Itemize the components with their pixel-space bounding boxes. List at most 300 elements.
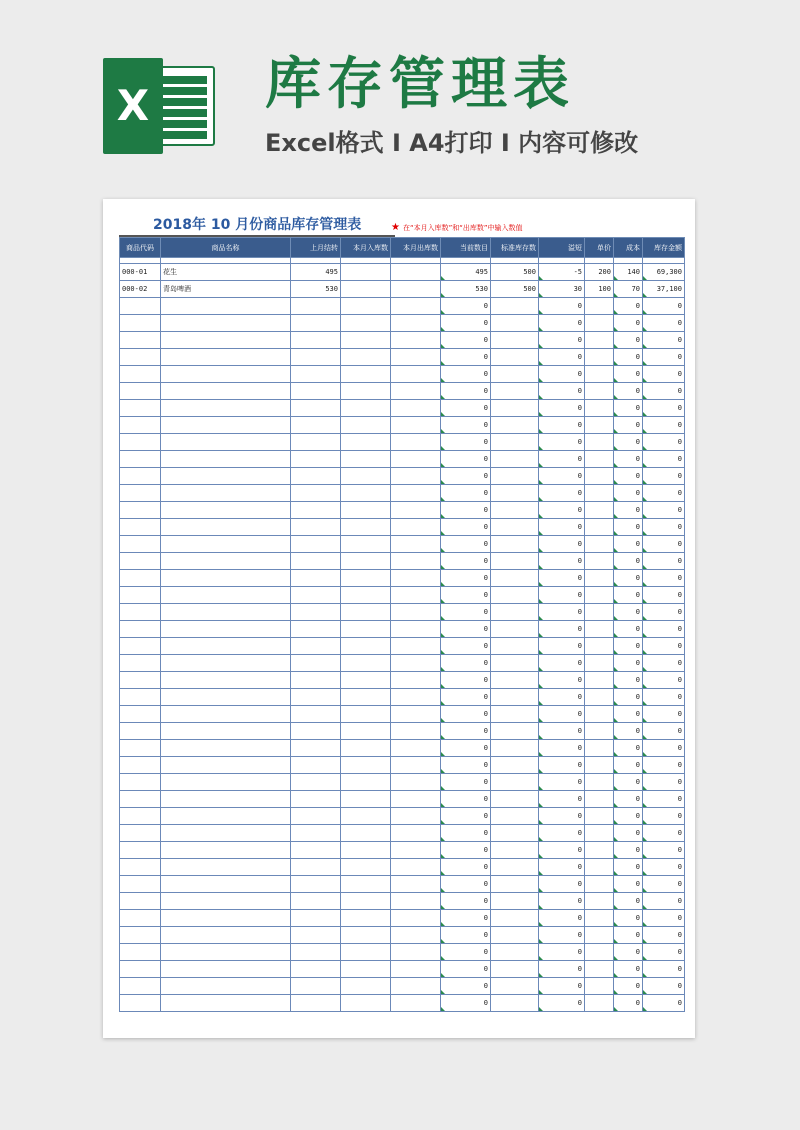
cell-price[interactable]: [585, 774, 614, 791]
cell-cost[interactable]: 0: [614, 672, 643, 689]
cell-cost[interactable]: 0: [614, 689, 643, 706]
cell-diff[interactable]: 0: [539, 910, 585, 927]
cell-cost[interactable]: 0: [614, 944, 643, 961]
cell-out[interactable]: [391, 672, 441, 689]
cell-standard[interactable]: [491, 808, 539, 825]
cell-standard[interactable]: [491, 825, 539, 842]
cell-in[interactable]: [341, 485, 391, 502]
cell-amount[interactable]: 0: [643, 570, 685, 587]
cell-in[interactable]: [341, 825, 391, 842]
cell-out[interactable]: [391, 417, 441, 434]
cell-amount[interactable]: 0: [643, 672, 685, 689]
cell-in[interactable]: [341, 536, 391, 553]
cell-name[interactable]: [161, 961, 291, 978]
cell-name[interactable]: [161, 689, 291, 706]
cell-out[interactable]: [391, 791, 441, 808]
cell-out[interactable]: [391, 485, 441, 502]
cell-name[interactable]: [161, 298, 291, 315]
cell-code[interactable]: 000-01: [120, 264, 161, 281]
cell-standard[interactable]: [491, 502, 539, 519]
cell-in[interactable]: [341, 689, 391, 706]
cell-standard[interactable]: [491, 876, 539, 893]
cell-diff[interactable]: 0: [539, 723, 585, 740]
cell-price[interactable]: [585, 298, 614, 315]
cell-code[interactable]: [120, 859, 161, 876]
cell-amount[interactable]: 0: [643, 366, 685, 383]
cell-standard[interactable]: [491, 621, 539, 638]
cell-diff[interactable]: 0: [539, 706, 585, 723]
cell-out[interactable]: [391, 689, 441, 706]
cell-standard[interactable]: [491, 434, 539, 451]
cell-in[interactable]: [341, 791, 391, 808]
cell-name[interactable]: [161, 587, 291, 604]
cell-amount[interactable]: 0: [643, 927, 685, 944]
cell-standard[interactable]: [491, 468, 539, 485]
cell-cost[interactable]: 0: [614, 825, 643, 842]
cell-cost[interactable]: 0: [614, 502, 643, 519]
cell-name[interactable]: [161, 434, 291, 451]
cell-out[interactable]: [391, 315, 441, 332]
cell-code[interactable]: [120, 485, 161, 502]
cell-diff[interactable]: 0: [539, 961, 585, 978]
cell-cost[interactable]: 0: [614, 757, 643, 774]
cell-amount[interactable]: 69,300: [643, 264, 685, 281]
cell-code[interactable]: [120, 383, 161, 400]
cell-standard[interactable]: [491, 791, 539, 808]
cell-name[interactable]: [161, 876, 291, 893]
cell-prev[interactable]: [291, 961, 341, 978]
cell-amount[interactable]: 0: [643, 842, 685, 859]
cell-name[interactable]: [161, 638, 291, 655]
cell-prev[interactable]: [291, 927, 341, 944]
cell-name[interactable]: [161, 859, 291, 876]
cell-in[interactable]: [341, 587, 391, 604]
cell-name[interactable]: [161, 485, 291, 502]
cell-diff[interactable]: 0: [539, 434, 585, 451]
cell-current[interactable]: 0: [441, 434, 491, 451]
cell-name[interactable]: [161, 791, 291, 808]
cell-standard[interactable]: [491, 332, 539, 349]
cell-in[interactable]: [341, 774, 391, 791]
cell-out[interactable]: [391, 281, 441, 298]
cell-amount[interactable]: 0: [643, 978, 685, 995]
cell-amount[interactable]: 0: [643, 434, 685, 451]
cell-current[interactable]: 0: [441, 689, 491, 706]
cell-prev[interactable]: [291, 417, 341, 434]
cell-name[interactable]: [161, 332, 291, 349]
cell-code[interactable]: [120, 757, 161, 774]
cell-cost[interactable]: 0: [614, 740, 643, 757]
cell-out[interactable]: [391, 383, 441, 400]
cell-code[interactable]: [120, 655, 161, 672]
cell-price[interactable]: [585, 910, 614, 927]
cell-prev[interactable]: [291, 400, 341, 417]
cell-code[interactable]: [120, 774, 161, 791]
cell-price[interactable]: [585, 706, 614, 723]
cell-name[interactable]: 青岛啤酒: [161, 281, 291, 298]
cell-diff[interactable]: 0: [539, 417, 585, 434]
cell-cost[interactable]: 0: [614, 995, 643, 1012]
cell-in[interactable]: [341, 757, 391, 774]
cell-current[interactable]: 0: [441, 366, 491, 383]
cell-in[interactable]: [341, 332, 391, 349]
cell-diff[interactable]: 0: [539, 808, 585, 825]
cell-code[interactable]: [120, 672, 161, 689]
cell-code[interactable]: [120, 689, 161, 706]
cell-out[interactable]: [391, 774, 441, 791]
cell-current[interactable]: 0: [441, 927, 491, 944]
cell-current[interactable]: 0: [441, 621, 491, 638]
cell-name[interactable]: [161, 468, 291, 485]
cell-standard[interactable]: [491, 315, 539, 332]
cell-in[interactable]: [341, 621, 391, 638]
cell-cost[interactable]: 0: [614, 876, 643, 893]
cell-out[interactable]: [391, 400, 441, 417]
cell-cost[interactable]: 0: [614, 621, 643, 638]
cell-code[interactable]: [120, 927, 161, 944]
cell-amount[interactable]: 0: [643, 315, 685, 332]
cell-prev[interactable]: [291, 859, 341, 876]
cell-prev[interactable]: [291, 995, 341, 1012]
cell-prev[interactable]: [291, 706, 341, 723]
cell-amount[interactable]: 0: [643, 553, 685, 570]
cell-prev[interactable]: [291, 536, 341, 553]
cell-current[interactable]: 0: [441, 995, 491, 1012]
cell-amount[interactable]: 0: [643, 774, 685, 791]
cell-amount[interactable]: 0: [643, 417, 685, 434]
cell-standard[interactable]: [491, 689, 539, 706]
cell-diff[interactable]: 0: [539, 757, 585, 774]
cell-standard[interactable]: [491, 740, 539, 757]
cell-current[interactable]: 0: [441, 723, 491, 740]
cell-out[interactable]: [391, 366, 441, 383]
cell-price[interactable]: [585, 536, 614, 553]
cell-standard[interactable]: [491, 349, 539, 366]
cell-standard[interactable]: [491, 587, 539, 604]
cell-diff[interactable]: 0: [539, 366, 585, 383]
cell-price[interactable]: [585, 451, 614, 468]
cell-price[interactable]: [585, 740, 614, 757]
cell-amount[interactable]: 0: [643, 689, 685, 706]
cell-diff[interactable]: 0: [539, 298, 585, 315]
cell-standard[interactable]: [491, 383, 539, 400]
cell-diff[interactable]: 0: [539, 332, 585, 349]
cell-price[interactable]: 200: [585, 264, 614, 281]
cell-in[interactable]: [341, 842, 391, 859]
cell-diff[interactable]: 0: [539, 655, 585, 672]
cell-cost[interactable]: 0: [614, 383, 643, 400]
cell-diff[interactable]: 0: [539, 638, 585, 655]
cell-price[interactable]: [585, 468, 614, 485]
cell-code[interactable]: [120, 468, 161, 485]
cell-cost[interactable]: 0: [614, 808, 643, 825]
cell-in[interactable]: [341, 876, 391, 893]
cell-name[interactable]: [161, 808, 291, 825]
cell-amount[interactable]: 0: [643, 859, 685, 876]
cell-code[interactable]: [120, 434, 161, 451]
cell-prev[interactable]: [291, 519, 341, 536]
cell-price[interactable]: 100: [585, 281, 614, 298]
cell-prev[interactable]: [291, 893, 341, 910]
cell-in[interactable]: [341, 672, 391, 689]
cell-current[interactable]: 0: [441, 536, 491, 553]
cell-prev[interactable]: [291, 774, 341, 791]
cell-in[interactable]: [341, 468, 391, 485]
cell-amount[interactable]: 0: [643, 876, 685, 893]
cell-code[interactable]: [120, 978, 161, 995]
cell-code[interactable]: [120, 349, 161, 366]
cell-out[interactable]: [391, 723, 441, 740]
cell-current[interactable]: 0: [441, 910, 491, 927]
cell-prev[interactable]: [291, 740, 341, 757]
cell-in[interactable]: [341, 706, 391, 723]
cell-price[interactable]: [585, 944, 614, 961]
cell-current[interactable]: 0: [441, 757, 491, 774]
cell-standard[interactable]: [491, 757, 539, 774]
cell-in[interactable]: [341, 655, 391, 672]
cell-diff[interactable]: 0: [539, 468, 585, 485]
cell-diff[interactable]: 0: [539, 349, 585, 366]
cell-out[interactable]: [391, 536, 441, 553]
cell-prev[interactable]: [291, 315, 341, 332]
cell-code[interactable]: [120, 995, 161, 1012]
cell-price[interactable]: [585, 315, 614, 332]
cell-current[interactable]: 0: [441, 961, 491, 978]
cell-in[interactable]: [341, 366, 391, 383]
cell-standard[interactable]: [491, 570, 539, 587]
cell-name[interactable]: [161, 502, 291, 519]
cell-current[interactable]: 0: [441, 706, 491, 723]
cell-cost[interactable]: 0: [614, 570, 643, 587]
cell-price[interactable]: [585, 570, 614, 587]
cell-in[interactable]: [341, 570, 391, 587]
cell-cost[interactable]: 140: [614, 264, 643, 281]
cell-cost[interactable]: 0: [614, 842, 643, 859]
cell-standard[interactable]: [491, 519, 539, 536]
cell-out[interactable]: [391, 859, 441, 876]
cell-standard[interactable]: [491, 400, 539, 417]
cell-code[interactable]: [120, 825, 161, 842]
cell-cost[interactable]: 0: [614, 366, 643, 383]
cell-prev[interactable]: [291, 349, 341, 366]
cell-current[interactable]: 0: [441, 672, 491, 689]
cell-in[interactable]: [341, 723, 391, 740]
cell-cost[interactable]: 0: [614, 417, 643, 434]
cell-standard[interactable]: [491, 706, 539, 723]
cell-out[interactable]: [391, 587, 441, 604]
cell-name[interactable]: 花生: [161, 264, 291, 281]
cell-diff[interactable]: 0: [539, 859, 585, 876]
cell-prev[interactable]: [291, 553, 341, 570]
cell-price[interactable]: [585, 638, 614, 655]
cell-cost[interactable]: 0: [614, 604, 643, 621]
cell-name[interactable]: [161, 723, 291, 740]
cell-amount[interactable]: 0: [643, 502, 685, 519]
cell-diff[interactable]: 0: [539, 383, 585, 400]
cell-prev[interactable]: [291, 502, 341, 519]
cell-standard[interactable]: [491, 672, 539, 689]
cell-diff[interactable]: 0: [539, 604, 585, 621]
cell-code[interactable]: [120, 944, 161, 961]
cell-diff[interactable]: 0: [539, 587, 585, 604]
cell-standard[interactable]: [491, 604, 539, 621]
cell-diff[interactable]: 0: [539, 451, 585, 468]
cell-out[interactable]: [391, 451, 441, 468]
cell-code[interactable]: [120, 791, 161, 808]
cell-in[interactable]: [341, 604, 391, 621]
cell-name[interactable]: [161, 995, 291, 1012]
cell-price[interactable]: [585, 587, 614, 604]
cell-cost[interactable]: 0: [614, 468, 643, 485]
cell-current[interactable]: 0: [441, 740, 491, 757]
cell-name[interactable]: [161, 536, 291, 553]
cell-name[interactable]: [161, 655, 291, 672]
cell-name[interactable]: [161, 825, 291, 842]
cell-current[interactable]: 530: [441, 281, 491, 298]
cell-in[interactable]: [341, 519, 391, 536]
cell-current[interactable]: 0: [441, 502, 491, 519]
cell-standard[interactable]: [491, 859, 539, 876]
cell-price[interactable]: [585, 621, 614, 638]
cell-standard[interactable]: 500: [491, 281, 539, 298]
cell-standard[interactable]: [491, 536, 539, 553]
cell-prev[interactable]: [291, 808, 341, 825]
cell-current[interactable]: 0: [441, 451, 491, 468]
cell-current[interactable]: 0: [441, 417, 491, 434]
cell-price[interactable]: [585, 876, 614, 893]
cell-diff[interactable]: 0: [539, 689, 585, 706]
cell-cost[interactable]: 0: [614, 536, 643, 553]
cell-price[interactable]: [585, 485, 614, 502]
cell-out[interactable]: [391, 825, 441, 842]
cell-in[interactable]: [341, 927, 391, 944]
cell-standard[interactable]: [491, 910, 539, 927]
cell-name[interactable]: [161, 366, 291, 383]
cell-cost[interactable]: 0: [614, 893, 643, 910]
cell-amount[interactable]: 0: [643, 400, 685, 417]
cell-price[interactable]: [585, 349, 614, 366]
cell-diff[interactable]: 0: [539, 536, 585, 553]
cell-name[interactable]: [161, 604, 291, 621]
cell-standard[interactable]: [491, 961, 539, 978]
cell-in[interactable]: [341, 400, 391, 417]
cell-current[interactable]: 0: [441, 893, 491, 910]
cell-amount[interactable]: 0: [643, 791, 685, 808]
cell-amount[interactable]: 0: [643, 655, 685, 672]
cell-code[interactable]: [120, 961, 161, 978]
cell-in[interactable]: [341, 451, 391, 468]
cell-prev[interactable]: [291, 944, 341, 961]
cell-code[interactable]: [120, 842, 161, 859]
cell-in[interactable]: [341, 995, 391, 1012]
cell-price[interactable]: [585, 553, 614, 570]
cell-code[interactable]: [120, 621, 161, 638]
cell-price[interactable]: [585, 434, 614, 451]
cell-price[interactable]: [585, 927, 614, 944]
cell-in[interactable]: [341, 349, 391, 366]
cell-code[interactable]: [120, 587, 161, 604]
cell-amount[interactable]: 0: [643, 536, 685, 553]
cell-cost[interactable]: 0: [614, 519, 643, 536]
cell-in[interactable]: [341, 859, 391, 876]
cell-cost[interactable]: 0: [614, 553, 643, 570]
cell-price[interactable]: [585, 961, 614, 978]
cell-name[interactable]: [161, 349, 291, 366]
cell-standard[interactable]: [491, 451, 539, 468]
cell-cost[interactable]: 0: [614, 706, 643, 723]
cell-name[interactable]: [161, 978, 291, 995]
cell-amount[interactable]: 0: [643, 587, 685, 604]
cell-cost[interactable]: 0: [614, 723, 643, 740]
cell-amount[interactable]: 0: [643, 893, 685, 910]
cell-price[interactable]: [585, 893, 614, 910]
cell-cost[interactable]: 0: [614, 927, 643, 944]
cell-diff[interactable]: 0: [539, 978, 585, 995]
cell-prev[interactable]: [291, 451, 341, 468]
cell-diff[interactable]: 30: [539, 281, 585, 298]
cell-diff[interactable]: 0: [539, 774, 585, 791]
cell-out[interactable]: [391, 740, 441, 757]
cell-amount[interactable]: 0: [643, 468, 685, 485]
cell-current[interactable]: 0: [441, 808, 491, 825]
cell-cost[interactable]: 0: [614, 655, 643, 672]
cell-amount[interactable]: 0: [643, 332, 685, 349]
cell-amount[interactable]: 0: [643, 485, 685, 502]
cell-name[interactable]: [161, 315, 291, 332]
cell-amount[interactable]: 0: [643, 825, 685, 842]
cell-out[interactable]: [391, 349, 441, 366]
cell-prev[interactable]: [291, 485, 341, 502]
cell-amount[interactable]: 0: [643, 604, 685, 621]
cell-cost[interactable]: 0: [614, 791, 643, 808]
cell-code[interactable]: [120, 315, 161, 332]
cell-standard[interactable]: [491, 553, 539, 570]
cell-diff[interactable]: 0: [539, 876, 585, 893]
cell-amount[interactable]: 0: [643, 638, 685, 655]
cell-code[interactable]: [120, 740, 161, 757]
cell-name[interactable]: [161, 740, 291, 757]
cell-price[interactable]: [585, 995, 614, 1012]
cell-price[interactable]: [585, 689, 614, 706]
cell-out[interactable]: [391, 876, 441, 893]
cell-code[interactable]: [120, 366, 161, 383]
cell-code[interactable]: [120, 298, 161, 315]
cell-amount[interactable]: 0: [643, 706, 685, 723]
cell-prev[interactable]: [291, 876, 341, 893]
cell-prev[interactable]: [291, 366, 341, 383]
cell-current[interactable]: 495: [441, 264, 491, 281]
cell-code[interactable]: [120, 400, 161, 417]
cell-price[interactable]: [585, 859, 614, 876]
cell-in[interactable]: [341, 264, 391, 281]
cell-current[interactable]: 0: [441, 468, 491, 485]
cell-price[interactable]: [585, 842, 614, 859]
cell-prev[interactable]: [291, 434, 341, 451]
cell-out[interactable]: [391, 842, 441, 859]
cell-out[interactable]: [391, 808, 441, 825]
cell-code[interactable]: [120, 451, 161, 468]
cell-in[interactable]: [341, 434, 391, 451]
cell-standard[interactable]: [491, 995, 539, 1012]
cell-standard[interactable]: [491, 893, 539, 910]
cell-out[interactable]: [391, 621, 441, 638]
cell-diff[interactable]: 0: [539, 995, 585, 1012]
cell-standard[interactable]: [491, 366, 539, 383]
cell-name[interactable]: [161, 927, 291, 944]
cell-cost[interactable]: 0: [614, 978, 643, 995]
cell-current[interactable]: 0: [441, 876, 491, 893]
cell-prev[interactable]: [291, 587, 341, 604]
